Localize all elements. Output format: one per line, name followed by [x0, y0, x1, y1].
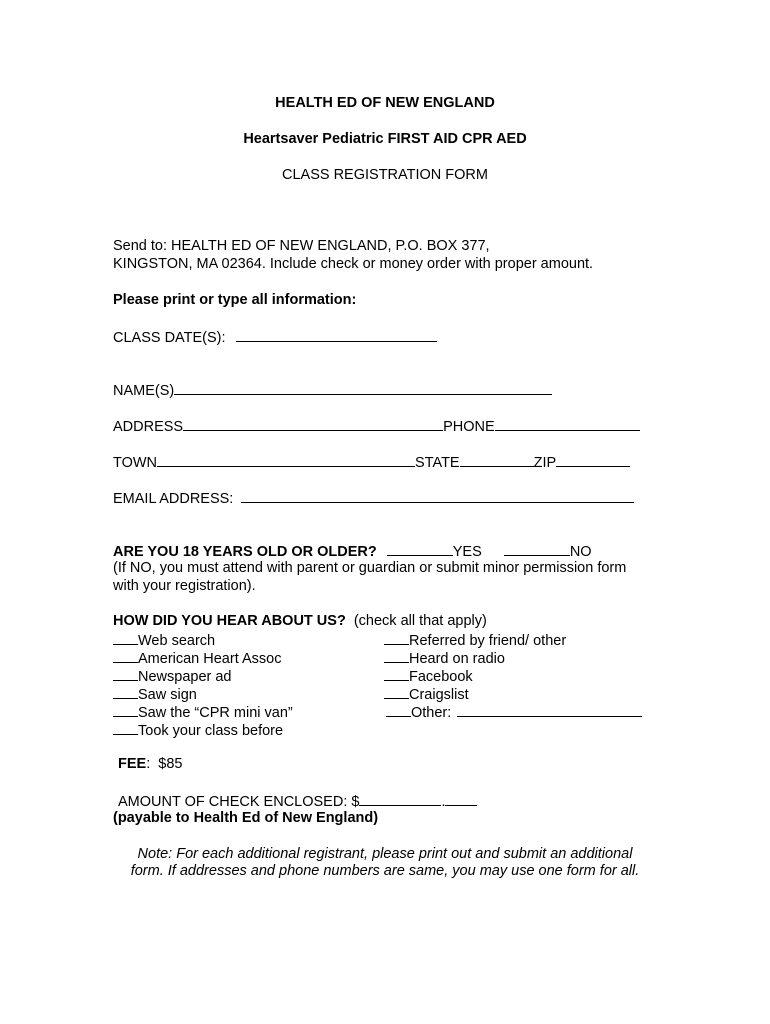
check-amount-label: AMOUNT OF CHECK ENCLOSED: $: [118, 794, 360, 810]
option-other: [386, 702, 642, 722]
hear-about-question: HOW DID YOU HEAR ABOUT US?: [113, 613, 346, 629]
phone-field[interactable]: [495, 416, 640, 431]
names-field[interactable]: [174, 380, 552, 395]
checkbox-referred[interactable]: [384, 630, 409, 645]
option-label: American Heart Assoc: [138, 651, 282, 667]
hear-about-row: [113, 612, 487, 630]
email-row: [113, 488, 634, 508]
fee-value: $85: [158, 756, 183, 772]
checkbox-web-search[interactable]: [113, 630, 138, 645]
fee-row: FEE: $85: [118, 756, 183, 772]
age-question: ARE YOU 18 YEARS OLD OR OLDER?: [113, 544, 377, 560]
state-label: STATE: [415, 455, 460, 471]
checkbox-other[interactable]: [386, 702, 411, 717]
town-field[interactable]: [157, 452, 415, 467]
age-no-field[interactable]: [504, 541, 570, 556]
zip-label: ZIP: [533, 455, 557, 471]
age-row: [113, 541, 592, 561]
age-yes-field[interactable]: [387, 541, 453, 556]
option-referred: [384, 630, 566, 650]
option-label: Heard on radio: [409, 651, 505, 667]
other-text-field[interactable]: [457, 702, 642, 717]
checkbox-american-heart[interactable]: [113, 648, 138, 663]
checkbox-saw-sign[interactable]: [113, 684, 138, 699]
check-decimal: .: [441, 794, 446, 810]
address-row: [113, 416, 640, 436]
option-label: Facebook: [409, 669, 473, 685]
option-label: Web search: [138, 633, 216, 649]
state-field[interactable]: [460, 452, 534, 467]
phone-label: PHONE: [443, 419, 495, 435]
age-note-line-1: (If NO, you must attend with parent or guardian or submit minor permission form: [113, 560, 627, 576]
class-date-row: [113, 327, 437, 347]
send-to-line-2: KINGSTON, MA 02364. Include check or money order with proper amount.: [113, 256, 594, 272]
option-label: Saw sign: [138, 687, 197, 703]
organization-heading: HEALTH ED OF NEW ENGLAND: [275, 95, 495, 111]
class-date-field[interactable]: [236, 327, 437, 342]
option-label: Craigslist: [409, 687, 469, 703]
zip-field[interactable]: [556, 452, 630, 467]
course-title: Heartsaver Pediatric FIRST AID CPR AED: [243, 131, 527, 147]
checkbox-mini-van[interactable]: [113, 702, 138, 717]
option-label: Took your class before: [138, 723, 284, 739]
send-to-line-1: Send to: HEALTH ED OF NEW ENGLAND, P.O. BOX 377,: [113, 238, 490, 254]
check-amount-row: [118, 791, 477, 811]
names-label: NAME(S): [113, 383, 175, 399]
checkbox-craigslist[interactable]: [384, 684, 409, 699]
note-line-2: form. If addresses and phone numbers are same, you may use one form for all.: [130, 863, 640, 879]
checkbox-radio[interactable]: [384, 648, 409, 663]
fee-label: FEE: [118, 756, 147, 772]
address-field[interactable]: [183, 416, 443, 431]
email-field[interactable]: [241, 488, 634, 503]
option-web-search: [113, 630, 215, 650]
option-facebook: [384, 666, 473, 686]
email-label: EMAIL ADDRESS:: [113, 491, 234, 507]
option-saw-sign: [113, 684, 197, 704]
option-craigslist: [384, 684, 469, 704]
option-newspaper: [113, 666, 232, 686]
checkbox-took-class[interactable]: [113, 720, 138, 735]
option-label: Referred by friend/ other: [409, 633, 567, 649]
option-label: Other:: [411, 705, 452, 721]
option-label: Saw the “CPR mini van”: [138, 705, 293, 721]
print-instruction: Please print or type all information:: [113, 292, 357, 308]
check-cents-field[interactable]: [445, 791, 477, 806]
hear-about-hint: (check all that apply): [353, 613, 487, 629]
age-yes-label: YES: [452, 544, 482, 560]
option-label: Newspaper ad: [138, 669, 232, 685]
address-label: ADDRESS: [113, 419, 184, 435]
age-note-line-2: with your registration).: [113, 578, 256, 594]
note-line-1: Note: For each additional registrant, please print out and submit an additional: [137, 846, 633, 862]
town-label: TOWN: [113, 455, 158, 471]
option-radio: [384, 648, 505, 668]
option-took-class: [113, 720, 283, 740]
checkbox-newspaper[interactable]: [113, 666, 138, 681]
payable-to: (payable to Health Ed of New England): [113, 810, 379, 826]
names-row: [113, 380, 552, 400]
option-american-heart: [113, 648, 281, 668]
form-title: CLASS REGISTRATION FORM: [282, 167, 488, 183]
option-mini-van: [113, 702, 293, 722]
check-dollars-field[interactable]: [359, 791, 441, 806]
class-date-label: CLASS DATE(S):: [113, 330, 226, 346]
age-no-label: NO: [569, 544, 592, 560]
checkbox-facebook[interactable]: [384, 666, 409, 681]
town-row: [113, 452, 630, 472]
